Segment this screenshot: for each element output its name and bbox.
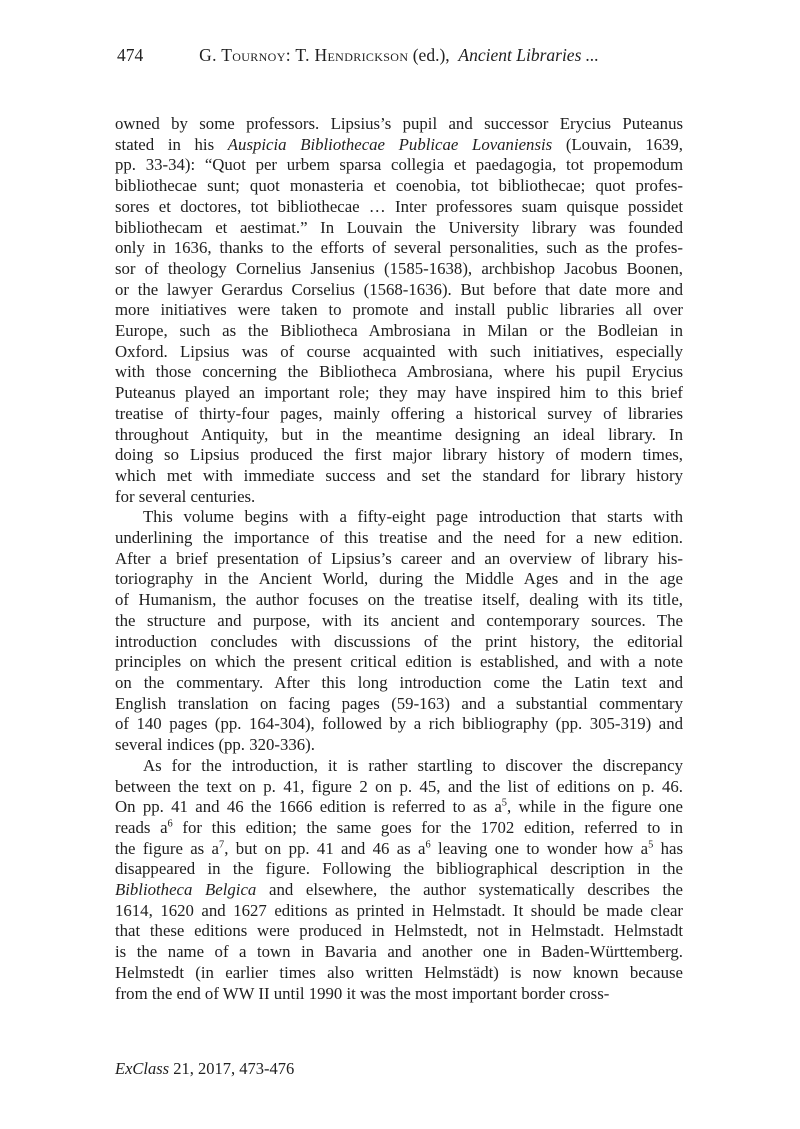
text-line: bibliothecam et aestimat.” In Louvain the University library was founded (115, 217, 683, 237)
italic-text: Ancient Libraries ... (458, 45, 599, 65)
text-line: throughout Antiquity, but in the meantime designing an ideal library. In (115, 424, 683, 444)
text-line: underlining the importance of this treatise and the need for a new edition. (115, 528, 683, 548)
text-line: of Humanism, the author focuses on the treatise itself, dealing with its title, (115, 590, 683, 610)
text-segment: 21, 2017, 473-476 (169, 1059, 295, 1078)
text-line: more initiatives were taken to promote and install public libraries all over (115, 300, 683, 320)
text-line: several indices (pp. 320-336). (115, 735, 315, 755)
text-line: disappeared in the figure. Following the bibliographical description in the (115, 859, 683, 879)
text-line: sor of theology Cornelius Jansenius (1585-1638), archbishop Jacobus Boonen, (115, 258, 683, 278)
running-header (115, 45, 683, 67)
text-line: from the end of WW II until 1990 it was the most important border cross- (115, 983, 610, 1003)
text-line: bibliothecae sunt; quot monasteria et coenobia, tot bibliothecae; quot profes- (115, 176, 683, 196)
text-line: As for the introduction, it is rather startling to discover the discrepancy (143, 755, 683, 775)
italic-text: Auspicia Bibliothecae Publicae Lovaniensis (227, 134, 553, 154)
text-line: of 140 pages (pp. 164-304), followed by a rich bibliography (pp. 305-319) and (115, 714, 683, 734)
text-line: the structure and purpose, with its ancient and contemporary sources. The (115, 610, 683, 630)
text-line: between the text on p. 41, figure 2 on p. 45, and the list of editions on p. 46. (115, 776, 683, 796)
text-line: only in 1636, thanks to the efforts of several personalities, such as the profes- (115, 238, 683, 258)
text-line: the figure as $a^7$, but on pp. 41 and 46 as $a^6$ leaving one to wonder how $a^5$ has (115, 838, 683, 858)
text-line: doing so Lipsius produced the first major library history of modern times, (115, 445, 683, 465)
body-text (115, 114, 683, 1004)
italic-text: ExClass (115, 1059, 170, 1078)
superscript: 5 (648, 839, 654, 851)
text-line: Oxford. Lipsius was of course acquainted with such initiatives, especially (115, 341, 683, 361)
text-line: on the commentary. After this long introduction come the Latin text and (115, 672, 683, 692)
text-line: Puteanus played an important role; they may have inspired him to this brief (115, 383, 683, 403)
superscript: 7 (219, 839, 225, 851)
text-line: 1614, 1620 and 1627 editions as printed in Helmstadt. It should be made clear (115, 900, 683, 920)
text-line: treatise of thirty-four pages, mainly offering a historical survey of libraries (115, 403, 683, 423)
superscript: 5 (501, 797, 507, 809)
text-segment: G. Tournoy: T. Hendrickson (199, 45, 409, 65)
italic-text: Bibliotheca Belgica (115, 880, 257, 900)
text-line: is the name of a town in Bavaria and another one in Baden-Württemberg. (115, 942, 683, 962)
running-title (115, 45, 683, 66)
text-line: which met with immediate success and set the standard for library history (115, 465, 683, 485)
text-line: On pp. 41 and 46 the 1666 edition is referred to as $a^5$, while in the figure one (115, 797, 683, 817)
text-line: After a brief presentation of Lipsius’s career and an overview of library his- (115, 548, 683, 568)
superscript: 6 (167, 818, 173, 830)
text-line: toriography in the Ancient World, during the Middle Ages and in the age (115, 569, 683, 589)
text-line: stated in his Auspicia Bibliothecae Publicae Lovaniensis (Louvain, 1639, (115, 134, 683, 154)
text-line: or the lawyer Gerardus Corselius (1568-1636). But before that date more and (115, 279, 683, 299)
text-line: pp. 33-34): “Quot per urbem sparsa collegia et paedagogia, tot propemodum (115, 155, 683, 175)
text-line: reads $a^6$ for this edition; the same goes for the 1702 edition, referred to in (115, 817, 683, 837)
text-line: for several centuries. (115, 486, 256, 506)
superscript: 6 (425, 839, 431, 851)
text-line: that these editions were produced in Helmstedt, not in Helmstadt. Helmstadt (115, 921, 683, 941)
text-line: English translation on facing pages (59-163) and a substantial commentary (115, 693, 683, 713)
text-line: principles on which the present critical edition is established, and with a note (115, 652, 683, 672)
page-number: 474 (117, 45, 144, 65)
text-line: with those concerning the Bibliotheca Ambrosiana, where his pupil Erycius (115, 362, 683, 382)
text-line: This volume begins with a fifty-eight page introduction that starts with (143, 507, 683, 527)
text-line: Bibliotheca Belgica and elsewhere, the author systematically describes the (115, 880, 683, 900)
text-line: Helmstedt (in earlier times also written Helmstädt) is now known because (115, 962, 683, 982)
text-line: Europe, such as the Bibliotheca Ambrosiana in Milan or the Bodleian in (115, 321, 683, 341)
text-line: owned by some professors. Lipsius’s pupil and successor Erycius Puteanus (115, 114, 683, 133)
text-segment: (ed.), (408, 45, 459, 65)
footer-citation (115, 1059, 294, 1079)
text-line: introduction concludes with discussions of the print history, the editorial (115, 631, 683, 651)
text-line: sores et doctores, tot bibliothecae … Inter professores suam quisque possidet (115, 196, 683, 216)
